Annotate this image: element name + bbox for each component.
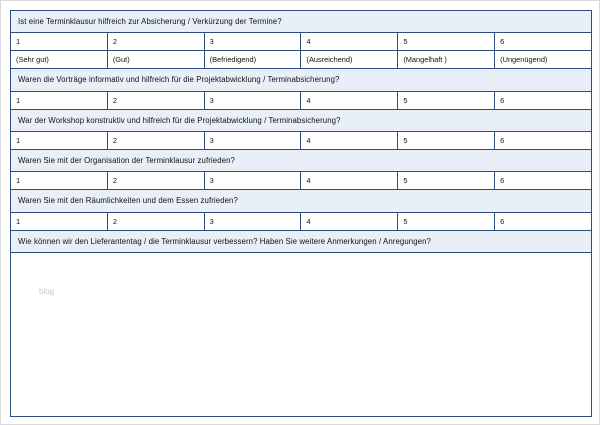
rating-option-2[interactable]: 2 <box>108 213 205 230</box>
rating-option-1[interactable]: 1 <box>11 213 108 230</box>
rating-label-4: (Ausreichend) <box>301 51 398 68</box>
rating-option-1[interactable]: 1 <box>11 33 108 50</box>
rating-option-4[interactable]: 4 <box>301 172 398 189</box>
rating-option-6[interactable]: 6 <box>500 176 505 186</box>
rating-option-4[interactable]: 4 <box>301 92 398 109</box>
comment-block <box>11 231 591 339</box>
rating-scale-numbers-2 <box>11 92 591 109</box>
comment-question-text: Wie können wir den Lieferantentag / die Terminklausur verbessern? Haben Sie weitere Anmerkungen / Anregungen? <box>11 231 591 253</box>
comment-input-area[interactable] <box>11 253 591 339</box>
rating-option-3[interactable]: 3 <box>205 33 302 50</box>
rating-option-4[interactable]: 4 <box>301 33 398 50</box>
rating-option-5[interactable]: 5 <box>398 92 495 109</box>
rating-option-3[interactable]: 3 <box>205 213 302 230</box>
rating-option-2[interactable]: 2 <box>108 132 205 149</box>
questionnaire-sheet <box>10 10 592 417</box>
rating-option-6[interactable]: 6 <box>500 136 505 146</box>
rating-option-2[interactable]: 2 <box>108 33 205 50</box>
question-text-5: Waren Sie mit den Räumlichkeiten und dem Essen zufrieden? <box>11 190 591 212</box>
watermark-text: blog <box>39 287 55 297</box>
rating-label-2: (Gut) <box>108 51 205 68</box>
rating-option-1[interactable]: 1 <box>11 132 108 149</box>
rating-option-4[interactable]: 4 <box>301 213 398 230</box>
rating-scale-labels-1 <box>11 50 591 68</box>
rating-option-1[interactable]: 1 <box>11 172 108 189</box>
question-block-3 <box>11 110 591 150</box>
rating-option-6[interactable]: 6 <box>500 37 505 47</box>
rating-option-4[interactable]: 4 <box>301 132 398 149</box>
rating-option-2[interactable]: 2 <box>108 172 205 189</box>
question-text-1: Ist eine Terminklausur hilfreich zur Absicherung / Verkürzung der Termine? <box>11 11 591 33</box>
question-block-4 <box>11 150 591 190</box>
rating-option-3[interactable]: 3 <box>205 132 302 149</box>
rating-label-1: (Sehr gut) <box>11 51 108 68</box>
rating-option-5[interactable]: 5 <box>398 33 495 50</box>
rating-label-6: (Ungenügend) <box>500 55 548 65</box>
rating-option-1[interactable]: 1 <box>11 92 108 109</box>
rating-option-5[interactable]: 5 <box>398 213 495 230</box>
rating-scale-numbers-3 <box>11 132 591 149</box>
rating-option-3[interactable]: 3 <box>205 172 302 189</box>
rating-label-5: (Mangelhaft ) <box>398 51 495 68</box>
rating-scale-numbers-5 <box>11 213 591 230</box>
rating-option-5[interactable]: 5 <box>398 132 495 149</box>
rating-option-6[interactable]: 6 <box>500 216 505 226</box>
question-block-2 <box>11 69 591 109</box>
rating-option-5[interactable]: 5 <box>398 172 495 189</box>
question-text-3: War der Workshop konstruktiv und hilfreich für die Projektabwicklung / Terminabsicherung? <box>11 110 591 132</box>
rating-scale-numbers-4 <box>11 172 591 189</box>
rating-label-3: (Befriedigend) <box>205 51 302 68</box>
rating-option-2[interactable]: 2 <box>108 92 205 109</box>
question-text-4: Waren Sie mit der Organisation der Terminklausur zufrieden? <box>11 150 591 172</box>
question-text-2: Waren die Vorträge informativ und hilfreich für die Projektabwicklung / Terminabsicherung? <box>11 69 591 91</box>
question-block-5 <box>11 190 591 230</box>
rating-option-6[interactable]: 6 <box>500 95 505 105</box>
rating-scale-numbers-1 <box>11 33 591 50</box>
question-block-1 <box>11 11 591 69</box>
rating-option-3[interactable]: 3 <box>205 92 302 109</box>
